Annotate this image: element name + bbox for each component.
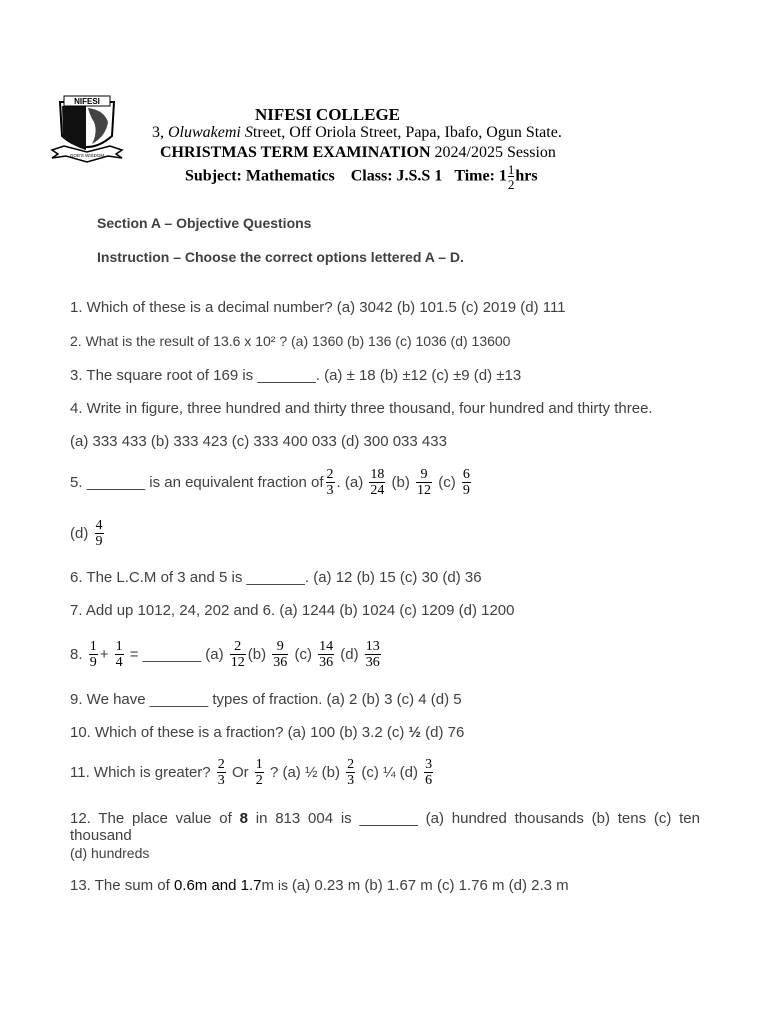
school-logo	[50, 92, 124, 166]
question-13: 13. The sum of 0.6m and 1.7m is (a) 0.23 m (b) 1.67 m (c) 1.76 m (d) 2.3 m	[70, 877, 569, 894]
fraction: $\frac{13}{36}$	[365, 639, 380, 670]
question-1: 1. Which of these is a decimal number? (a) 3042 (b) 101.5 (c) 2019 (d) 111	[70, 299, 566, 316]
fraction: $\frac{1}{9}$	[89, 639, 97, 670]
fraction: $\frac{6}{9}$	[462, 467, 470, 498]
question-10: 10. Which of these is a fraction? (a) 100 (b) 3.2 (c) ½ (d) 76	[70, 724, 465, 741]
question-9: 9. We have _______ types of fraction. (a) 2 (b) 3 (c) 4 (d) 5	[70, 691, 462, 708]
school-address: 3, Oluwakemi Street, Off Oriola Street, Papa, Ibafo, Ogun State.	[152, 124, 562, 141]
question-12-option-d: (d) hundreds	[70, 845, 150, 861]
question-8: 8. $\frac{1}{9}$ + $\frac{1}{4}$ = _______ (a) $\frac{2}{12}$ (b) $\frac{9}{36}$ (c) $\frac{14}{36}$ (d) $\frac{13}{36}$	[70, 639, 380, 670]
exam-title: CHRISTMAS TERM EXAMINATION 2024/2025 Session	[160, 144, 556, 161]
fraction: $\frac{2}{3}$	[347, 757, 355, 788]
question-2: 2. What is the result of 13.6 x 10² ? (a) 1360 (b) 136 (c) 1036 (d) 13600	[70, 333, 511, 349]
question-5-option-d: (d) $\frac{4}{9}$	[70, 518, 103, 549]
question-5: 5. _______ is an equivalent fraction of $\frac{2}{3}$ . (a) $\frac{18}{24}$ (b) $\frac{9}{12}$ (c) $\frac{6}{9}$	[70, 467, 470, 498]
question-3: 3. The square root of 169 is _______. (a) ± 18 (b) ±12 (c) ±9 (d) ±13	[70, 367, 522, 384]
question-11: 11. Which is greater? $\frac{2}{3}$ Or $\frac{1}{2}$ ? (a) ½ (b) $\frac{2}{3}$ (c) ¼ (d) $\frac{3}{6}$	[70, 757, 433, 788]
question-6: 6. The L.C.M of 3 and 5 is _______. (a) 12 (b) 15 (c) 30 (d) 36	[70, 569, 482, 586]
fraction: $\frac{2}{12}$	[230, 639, 245, 670]
fraction: $\frac{18}{24}$	[370, 467, 385, 498]
fraction: $\frac{14}{36}$	[319, 639, 334, 670]
fraction: $\frac{9}{12}$	[417, 467, 432, 498]
fraction: $\frac{9}{36}$	[273, 639, 288, 670]
fraction: $\frac{4}{9}$	[95, 518, 103, 549]
question-7: 7. Add up 1012, 24, 202 and 6. (a) 1244 (b) 1024 (c) 1209 (d) 1200	[70, 602, 515, 619]
fraction: $\frac{3}{6}$	[425, 757, 433, 788]
question-12: 12. The place value of 8 in 813 004 is _______ (a) hundred thousands (b) tens (c) ten thousand	[70, 810, 700, 844]
fraction: $\frac{1}{4}$	[115, 639, 123, 670]
time-fraction: $\frac{1}{2}$	[507, 162, 515, 192]
section-instruction: Instruction – Choose the correct options lettered A – D.	[97, 249, 464, 265]
fraction: $\frac{2}{3}$	[217, 757, 225, 788]
subject-line: Subject: Mathematics Class: J.S.S 1 Time: 1 $\frac{1}{2}$ hrs	[185, 162, 538, 192]
svg-text:NIFESI: NIFESI	[74, 97, 100, 106]
fraction: $\frac{2}{3}$	[326, 467, 334, 498]
fraction: $\frac{1}{2}$	[255, 757, 263, 788]
svg-text:GOD'S WISDOM: GOD'S WISDOM	[69, 153, 105, 158]
question-4-options: (a) 333 433 (b) 333 423 (c) 333 400 033 (d) 300 033 433	[70, 433, 447, 450]
school-name: NIFESI COLLEGE	[255, 105, 401, 124]
question-4: 4. Write in figure, three hundred and thirty three thousand, four hundred and thirty three.	[70, 400, 653, 417]
section-title: Section A – Objective Questions	[97, 215, 312, 231]
